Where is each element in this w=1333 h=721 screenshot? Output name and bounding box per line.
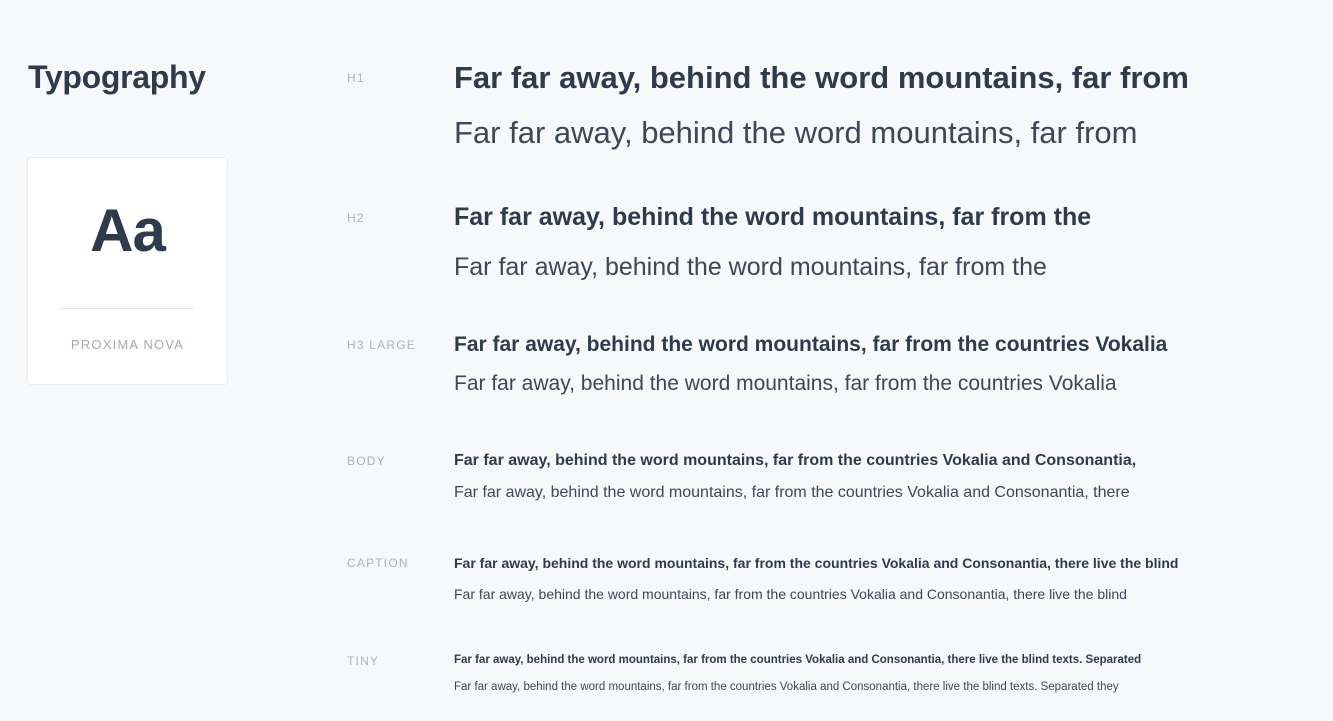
sample-h2-bold: Far far away, behind the word mountains, far from the: [454, 203, 1092, 231]
style-label-h1: H1: [347, 71, 365, 85]
style-label-tiny: TINY: [347, 654, 380, 668]
font-card: [27, 157, 228, 385]
font-name: PROXIMA NOVA: [70, 337, 185, 352]
sample-caption-bold: Far far away, behind the word mountains, far from the countries Vokalia and Consonantia, there live the blind: [454, 555, 1179, 571]
sample-body-bold: Far far away, behind the word mountains, far from the countries Vokalia and Consonantia,: [454, 452, 1137, 469]
style-label-caption: CAPTION: [347, 556, 409, 570]
style-label-h3-large: H3 LARGE: [347, 338, 416, 352]
sample-h3-large-regular: Far far away, behind the word mountains, far from the countries Vokalia: [454, 372, 1117, 395]
sample-h1-bold: Far far away, behind the word mountains, far from: [454, 60, 1189, 95]
sample-tiny-bold: Far far away, behind the word mountains, far from the countries Vokalia and Consonantia, there live the blind texts. Separated: [454, 654, 1142, 666]
font-sample: Aa: [90, 197, 165, 264]
sample-h2-regular: Far far away, behind the word mountains, far from the: [454, 253, 1047, 281]
sample-h3-large-bold: Far far away, behind the word mountains, far from the countries Vokalia: [454, 333, 1168, 356]
sample-body-regular: Far far away, behind the word mountains, far from the countries Vokalia and Consonantia, there: [454, 484, 1130, 501]
page-title: Typography: [28, 59, 206, 95]
sample-caption-regular: Far far away, behind the word mountains, far from the countries Vokalia and Consonantia, there live the blind: [454, 586, 1127, 602]
sample-tiny-regular: Far far away, behind the word mountains, far from the countries Vokalia and Consonantia, there live the blind texts. Separated they: [454, 681, 1119, 693]
card-divider: [61, 308, 194, 309]
style-label-h2: H2: [347, 211, 365, 225]
sample-h1-regular: Far far away, behind the word mountains, far from: [454, 115, 1138, 150]
style-label-body: BODY: [347, 454, 386, 468]
